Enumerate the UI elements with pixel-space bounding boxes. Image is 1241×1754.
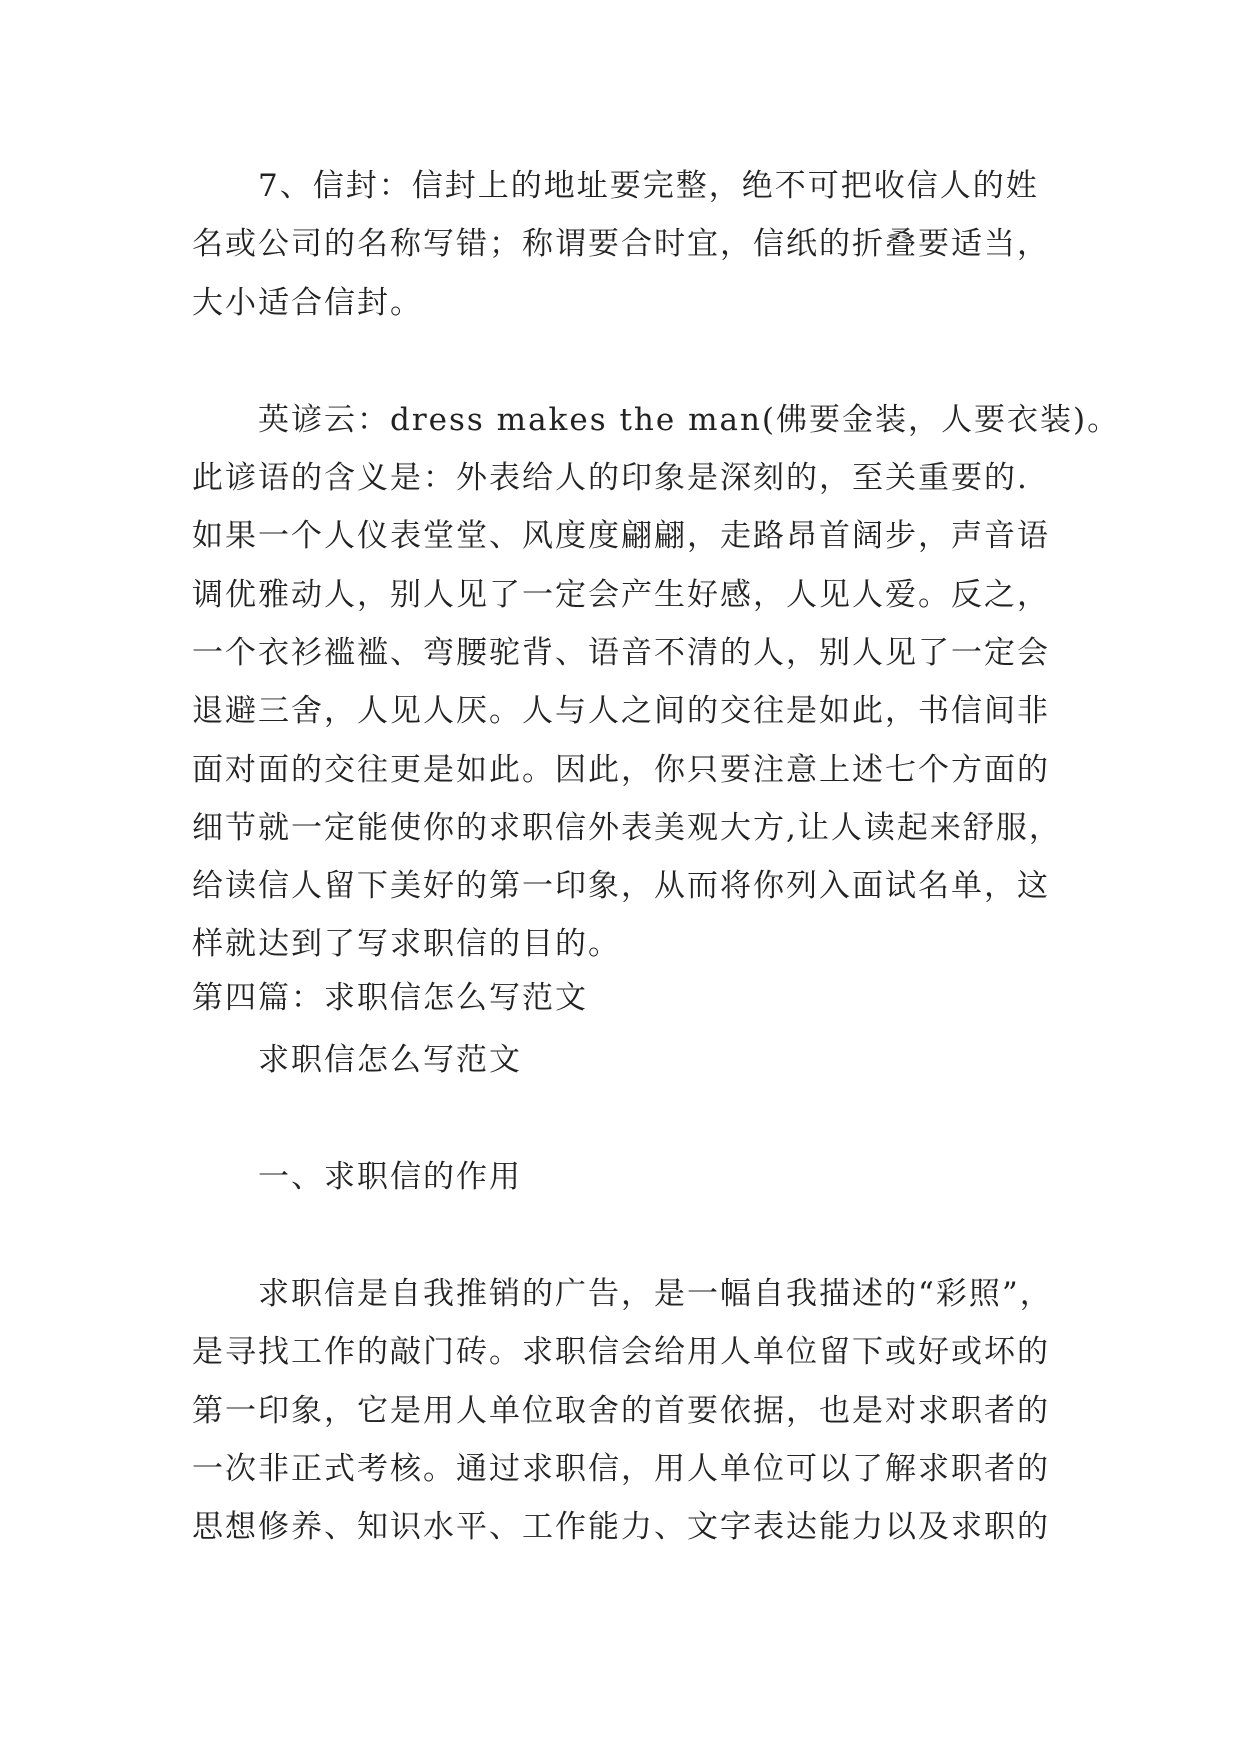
paragraph-purpose-line-3: 第一印象，它是用人单位取舍的首要依据，也是对求职者的	[192, 1393, 1050, 1429]
subsection-heading: 一、求职信的作用	[258, 1159, 522, 1195]
paragraph-purpose-line-4: 一次非正式考核。通过求职信，用人单位可以了解求职者的	[192, 1451, 1050, 1487]
paragraph-envelope-line-1: 7、信封：信封上的地址要完整，绝不可把收信人的姓	[258, 168, 1039, 204]
paragraph-proverb-line-7: 面对面的交往更是如此。因此，你只要注意上述七个方面的	[192, 752, 1050, 788]
paragraph-purpose-line-1: 求职信是自我推销的广告，是一幅自我描述的“彩照”，	[258, 1276, 1053, 1312]
paragraph-envelope-line-2: 名或公司的名称写错；称谓要合时宜，信纸的折叠要适当，	[192, 226, 1050, 262]
paragraph-proverb-line-1: 英谚云：dress makes the man(佛要金装，人要衣装)。	[258, 402, 1121, 438]
section-heading: 第四篇：求职信怎么写范文	[192, 980, 588, 1016]
paragraph-proverb-line-9: 给读信人留下美好的第一印象，从而将你列入面试名单，这	[192, 868, 1050, 904]
paragraph-proverb-line-5: 一个衣衫褴褴、弯腰驼背、语音不清的人，别人见了一定会	[192, 635, 1050, 671]
paragraph-proverb-line-4: 调优雅动人，别人见了一定会产生好感，人见人爱。反之，	[192, 577, 1050, 613]
paragraph-proverb-line-3: 如果一个人仪表堂堂、风度度翩翩，走路昂首阔步，声音语	[192, 518, 1050, 554]
paragraph-proverb-line-8: 细节就一定能使你的求职信外表美观大方,让人读起来舒服，	[192, 810, 1062, 846]
paragraph-proverb-line-6: 退避三舍，人见人厌。人与人之间的交往是如此，书信间非	[192, 693, 1050, 729]
section-subtitle: 求职信怎么写范文	[258, 1042, 522, 1078]
paragraph-proverb-line-2: 此谚语的含义是：外表给人的印象是深刻的，至关重要的.	[192, 460, 1029, 496]
paragraph-envelope-line-3: 大小适合信封。	[192, 285, 423, 321]
paragraph-purpose-line-2: 是寻找工作的敲门砖。求职信会给用人单位留下或好或坏的	[192, 1334, 1050, 1370]
paragraph-purpose-line-5: 思想修养、知识水平、工作能力、文字表达能力以及求职的	[192, 1509, 1050, 1545]
paragraph-proverb-line-10: 样就达到了写求职信的目的。	[192, 926, 621, 962]
